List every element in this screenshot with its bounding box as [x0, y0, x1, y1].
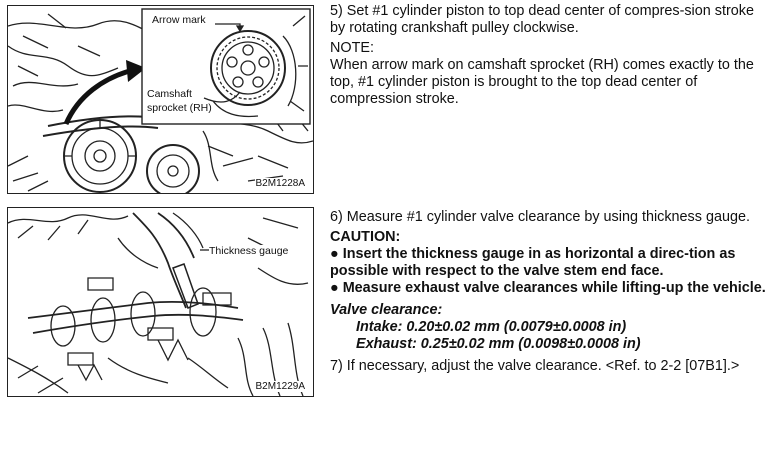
step-7-text: 7) If necessary, adjust the valve clearance. <Ref. to 2-2 [07B1].> — [330, 358, 740, 374]
camshaft-sprocket-figure — [7, 5, 314, 194]
step-5-block — [330, 3, 770, 108]
step-6-text: 6) Measure #1 cylinder valve clearance by using thickness gauge. — [330, 209, 750, 225]
caution-item-horizontal: ● Insert the thickness gauge in as horizontal a direc-tion as possible with respect to the valve stem end face. — [330, 246, 736, 279]
step-5-text: 5) Set #1 cylinder piston to top dead center of compres-sion stroke by rotating crankshaft pulley clockwise. — [330, 3, 754, 36]
figure-id: B2M1228A — [255, 178, 305, 189]
thickness-gauge-label: Thickness gauge — [209, 245, 289, 257]
camshaft-label: Camshaft — [147, 88, 192, 100]
caution-heading: CAUTION: — [330, 229, 401, 245]
thickness-gauge-figure — [7, 207, 314, 397]
note-text: When arrow mark on camshaft sprocket (RH) comes exactly to the top, #1 cylinder piston is brought to the top dead center of compression stroke. — [330, 57, 754, 107]
figure-id: B2M1229A — [255, 381, 305, 392]
sprocket-rh-label: sprocket (RH) — [147, 102, 212, 114]
step-6-block — [330, 209, 770, 375]
note-heading: NOTE: — [330, 40, 374, 56]
valve-clearance-heading: Valve clearance: — [330, 302, 443, 318]
valve-clearance-illustration — [8, 208, 313, 396]
caution-item-exhaust: ● Measure exhaust valve clearances while lifting-up the vehicle. — [330, 280, 766, 296]
exhaust-clearance: Exhaust: 0.25±0.02 mm (0.0098±0.0008 in) — [356, 336, 641, 352]
arrow-mark-label: Arrow mark — [152, 14, 206, 26]
intake-clearance: Intake: 0.20±0.02 mm (0.0079±0.0008 in) — [356, 319, 627, 335]
